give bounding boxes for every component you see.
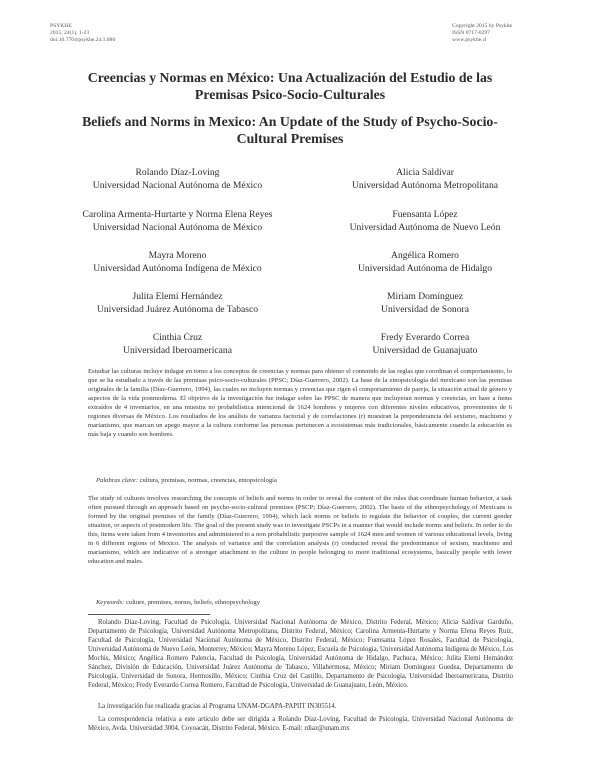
author-name: Miriam Domínguez xyxy=(387,291,463,302)
author-name: Julita Elemí Hernández xyxy=(132,291,223,302)
author-name: Rolando Díaz-Loving xyxy=(135,167,220,178)
author-block xyxy=(50,166,305,192)
footnote-funding xyxy=(88,702,513,711)
author-name: Mayra Moreno xyxy=(148,250,207,261)
journal-name: PSYKHE xyxy=(50,23,72,29)
issn: ISSN 0717-0297 xyxy=(452,30,490,36)
journal-volume: 2015, 24(1), 1-23 xyxy=(50,30,90,36)
title-spanish: Creencias y Normas en México: Una Actualización del Estudio de las Premisas Psico-Socio-Culturales xyxy=(87,70,493,102)
author-block xyxy=(50,249,305,275)
author-block xyxy=(320,208,530,234)
author-name: Fuensanta López xyxy=(392,209,458,220)
journal-header-left xyxy=(50,23,115,44)
keywords-text: cultura, premisas, normas, creencias, etnopsicología xyxy=(139,477,277,484)
footnote-affiliations xyxy=(88,618,513,690)
author-block xyxy=(50,208,305,234)
author-name: Fredy Everardo Correa xyxy=(380,332,470,343)
author-block xyxy=(50,331,305,357)
author-affiliation: Universidad Nacional Autónoma de México xyxy=(92,222,263,233)
abstract-spanish: Estudiar las culturas incluye indagar en torno a los conceptos de creencias y normas para obtener el contenido de las reglas que coordinan el comportamiento, lo que se ha estudiado a través de las premisas psico-socio-culturales (PPSC; Díaz-Guerrero, 2002). La base de la etnopsicología del mexicano son las premisas originales de la familia (Díaz-Guerrero, 1994), las cuales no incluyen normas y creencias que rigen el comportamiento de pareja, la situación actual de género y aspectos de la vida postmoderna. El objetivo de la investigación fue indagar sobre las PPSC de manera que incluyeran normas y creencias, en base a ítems extraídos de 4 inventarios, en una muestra no probabilística intencional de 1624 hombres y mujeres con diferentes niveles educativos, provenientes de 6 regiones diversas de México. Los resultados de los análisis de varianza factorial y de correlaciones (r) muestran la preponderancia del sexismo, machismo y marianismo, que marcan un apego mayor a la cultura conforme las personas pertenecen a ecosistemas más tradicionales, básicamente cuando la educación es más baja y cuando son hombres. xyxy=(88,368,512,439)
author-affiliation: Universidad de Sonora xyxy=(381,304,469,315)
keywords-text: culture, premises, norms, beliefs, ethnopsychology xyxy=(125,599,261,606)
author-block xyxy=(320,166,530,192)
author-affiliation: Universidad Autónoma Indígena de México xyxy=(93,263,262,274)
author-block xyxy=(320,331,530,357)
keywords-english xyxy=(96,599,260,606)
author-name: Cinthia Cruz xyxy=(152,332,203,343)
author-affiliation: Universidad Autónoma Metropolitana xyxy=(351,180,498,191)
author-affiliation: Universidad Autónoma de Hidalgo xyxy=(357,263,493,274)
author-block xyxy=(320,249,530,275)
author-block xyxy=(50,290,305,316)
author-name: Alicia Saldívar xyxy=(396,167,454,178)
author-affiliation: Universidad de Guanajuato xyxy=(372,345,478,356)
footnote-divider xyxy=(88,614,210,615)
abstract-english: The study of cultures involves researching the concepts of beliefs and norms in order to reveal the content of the rules that coordinate human behavior, a task often pursued through an approach based on psycho-socio-cultural premises (PSCP; Díaz-Guerrero, 2002). The basis of the ethnopsychology of Mexicans is formed by the original premises of the family (Díaz-Guerrero, 1994), which lack norms or beliefs to regulate the behavior of couples, the current gender situation, or aspects of postmodern life. The goal of the present study was to investigate PSCPs in a manner that would include norms and beliefs. In order to do this, items were taken from 4 inventories and administered to a non probabilistic purposive sample of 1624 men and women of various educational levels, living in 6 different regions of Mexico. The analysis of variance and the correlation analysis (r) conducted reveal the predominance of sexism, machismo and marianismo, which are indicative of a stronger attachment to the culture in people belonging to more traditional ecosystems, basically people with lower education and males. xyxy=(88,495,512,566)
keywords-spanish xyxy=(96,477,277,484)
copyright: Copyright 2015 by Psykhe xyxy=(452,23,512,29)
author-block xyxy=(320,290,530,316)
author-affiliation: Universidad Iberoamericana xyxy=(123,345,232,356)
author-name: Carolina Armenta-Hurtarte y Norma Elena Reyes xyxy=(82,209,273,220)
author-affiliation: Universidad Nacional Autónoma de México xyxy=(92,180,263,191)
author-affiliation: Universidad Juárez Autónoma de Tabasco xyxy=(96,304,259,315)
footnote-text: La correspondencia relativa a este artículo debe ser dirigida a Rolando Díaz-Loving, Facultad de Psicología, Universidad Nacional Autónoma de México, Avda. Universidad 3004, Coyoacán, Distrito Federal, México. E-mail: rdiaz@unam.mx xyxy=(88,716,513,733)
footnote-correspondence xyxy=(88,715,513,733)
keywords-label: Keywords: xyxy=(96,599,125,606)
author-name: Angélica Romero xyxy=(391,250,459,261)
title-english: Beliefs and Norms in Mexico: An Update of the Study of Psycho-Socio-Cultural Premises xyxy=(82,114,498,146)
footnote-text: Rolando Díaz-Loving, Facultad de Psicología, Universidad Nacional Autónoma de México, Distrito Federal, México; Alicia Saldívar Garduño, Departamento de Psicología, Universidad Autónoma Metropolitana, Distrito Federal, México; Carolina Armenta-Hurtarte y Norma Elena Reyes Ruiz, Facultad de Psicología, Universidad Nacional Autónoma de México, Distrito Federal, México; Fuensanta López Rosales, Facultad de Psicología, Universidad Autónoma de Nuevo León, Monterrey, México; Mayra Moreno López, Escuela de Psicología, Universidad Autónoma Indígena de México, Los Mochis, México; Angélica Romero Palencia, Facultad de Psicología, Universidad Autónoma de Hidalgo, Pachuca, México; Julita Elemí Hernández Sánchez, División de Educación, Universidad Juárez Autónoma de Tabasco, Villahermosa, México; Miriam Domínguez Guedea, Departamento de Psicología, Universidad de Sonora, Hermosillo, México; Cinthia Cruz del Castillo, Departamento de Psicología, Universidad Iberoamericana, Distrito Federal, México; Fredy Everardo Correa Romero, Facultad de Psicología, Universidad de Guanajuato, León, México. xyxy=(88,619,513,690)
author-affiliation: Universidad Autónoma de Nuevo León xyxy=(349,222,501,233)
journal-doi: doi:10.7764/psykhe.24.1.880 xyxy=(50,37,116,43)
journal-url[interactable]: www.psykhe.cl xyxy=(452,37,487,43)
footnote-text: La investigación fue realizada gracias al Programa UNAM-DGAPA-PAPIIT IN305514. xyxy=(98,703,337,710)
journal-header-right xyxy=(452,23,512,44)
keywords-label: Palabras clave: xyxy=(96,477,138,484)
